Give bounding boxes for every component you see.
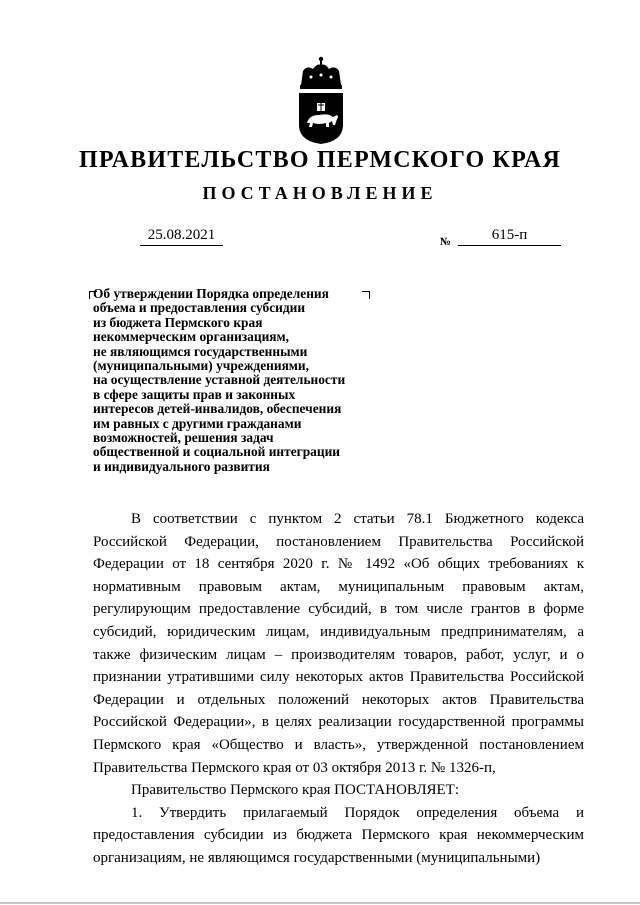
subject-line: и индивидуального развития: [93, 458, 270, 474]
number-sign: №: [440, 236, 452, 248]
crown: [300, 57, 342, 89]
document-date: 25.08.2021: [140, 227, 223, 246]
resolution-paragraph: Правительство Пермского края ПОСТАНОВЛЯЕТ:: [131, 782, 460, 799]
subject-line: некоммерческим организациям,: [93, 329, 290, 345]
page-edge: [0, 902, 640, 904]
subject-line: из бюджета Пермского края: [93, 314, 263, 330]
government-title: ПРАВИТЕЛЬСТВО ПЕРМСКОГО КРАЯ: [78, 147, 562, 173]
preamble-paragraph: В соответствии с пунктом 2 статьи 78.1 Бюджетного кодекса Российской Федерации, постановлением Правительства Российской Федерации от 18 сентября 2020 г. № 1492 «Об общих требованиях к нормативным правовым актам, муниципальным правовым актам, регулирующим предоставление субсидий, в том числе грантов в форме субсидий, юридическим лицам, индивидуальным предпринимателям, а также физическим лицам – производителям товаров, работ, услуг, и о признании утратившими силу некоторых актов Правительства Российской Федерации и отдельных положений некоторых актов Правительства Российской Федерации», в целях реализации государственной программы Пермского края «Общество и власть», утвержденной постановлением Правительства Пермского края от 03 октября 2013 г. № 1326-п,: [93, 511, 584, 776]
clause-1-paragraph: 1. Утвердить прилагаемый Порядок определения объема и предоставления субсидии из бюджета Пермского края некоммерческим организациям, не являющимся государственными (муниципальными): [93, 804, 584, 866]
subject-line: общественной и социальной интеграции: [93, 444, 341, 460]
document-type: ПОСТАНОВЛЕНИЕ: [202, 183, 438, 203]
subject-line: (муниципальными) учреждениями,: [93, 358, 309, 374]
document-number: 615-п: [458, 227, 561, 246]
subject-line: объема и предоставления субсидии: [93, 300, 306, 316]
subject-line: не являющимся государственными: [93, 343, 308, 359]
subject-line: им равных с другими гражданами: [93, 415, 302, 431]
subject-line: на осуществление уставной деятельности: [93, 372, 346, 388]
subject-line: Об утверждении Порядка определения: [93, 286, 329, 301]
perm-krai-coat-of-arms-icon: [293, 55, 349, 145]
document-body: [93, 508, 584, 870]
subject-heading: [93, 287, 393, 474]
subject-line: возможностей, решения задач: [93, 430, 274, 446]
subject-line: в сфере защиты прав и законных: [93, 386, 296, 402]
subject-line: интересов детей-инвалидов, обеспечения: [93, 401, 342, 417]
